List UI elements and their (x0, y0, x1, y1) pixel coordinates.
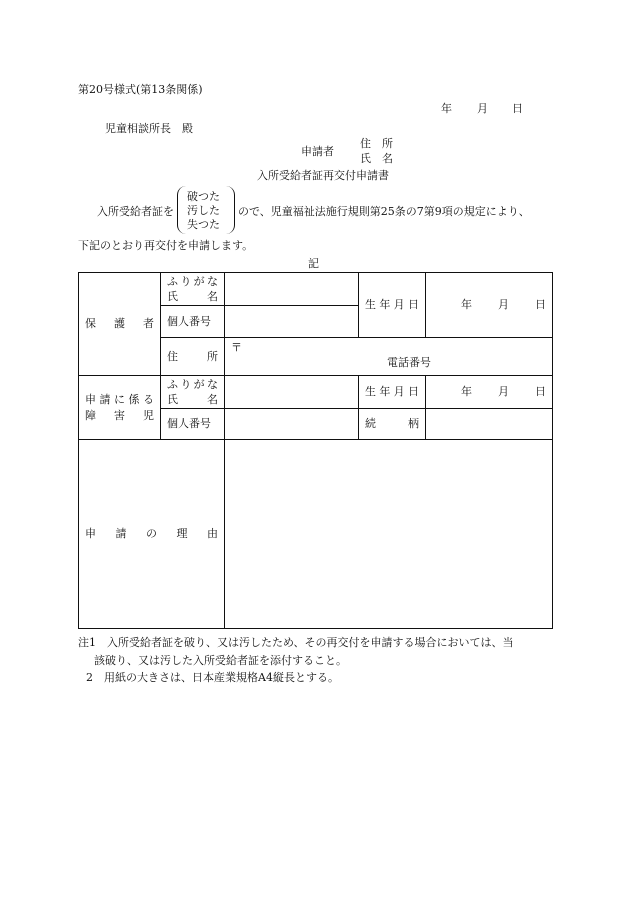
option-torn: 破つた (187, 190, 220, 203)
child-number-field[interactable] (225, 409, 359, 440)
guardian-name-field[interactable] (225, 273, 359, 306)
body-suffix: ので、児童福祉法施行規則第25条の7第9項の規定により、 (238, 205, 530, 218)
applicant-label: 申請者 (301, 145, 334, 158)
note-1-line1: 注1 入所受給者証を破り、又は汚したため、その再交付を申請する場合においては、当 (78, 636, 514, 649)
reason-row (79, 440, 553, 629)
applicant-name-label: 氏 名 (360, 152, 393, 165)
postal-mark: 〒 (231, 341, 242, 354)
options-brace (177, 186, 235, 234)
body-line2: 下記のとおり再交付を申請します。 (78, 239, 254, 252)
notes (78, 634, 514, 687)
addressee: 児童相談所長 殿 (105, 122, 193, 135)
application-table (78, 272, 553, 629)
relation-field[interactable] (426, 409, 553, 440)
child-birth-label: 生 年 月 日 (359, 376, 426, 409)
date-day-label: 日 (512, 102, 523, 115)
applicant-address-label: 住 所 (360, 137, 393, 150)
child-name-field[interactable] (225, 376, 359, 409)
guardian-number-field[interactable] (225, 306, 359, 338)
option-lost: 失つた (187, 218, 220, 231)
child-birth-field[interactable]: 年 月 日 (426, 376, 553, 409)
reason-label: 申 請 の 理 由 (79, 440, 225, 629)
child-furigana-name-label: ふ り が な 氏 名 (161, 376, 225, 409)
guardian-furigana-row (79, 273, 553, 306)
guardian-header: 保 護 者 (79, 273, 161, 376)
guardian-address-field[interactable] (225, 338, 553, 376)
guardian-number-label: 個人番号 (161, 306, 225, 338)
form-number: 第20号様式(第13条関係) (78, 83, 203, 96)
date-month-label: 月 (477, 102, 488, 115)
furigana-name-label: ふ り が な 氏 名 (161, 273, 225, 306)
reason-field[interactable] (225, 440, 553, 629)
child-number-label: 個人番号 (161, 409, 225, 440)
child-furigana-row (79, 376, 553, 409)
body-prefix: 入所受給者証を (97, 205, 174, 218)
option-soiled: 汚した (187, 204, 220, 217)
address-label: 住 所 (161, 338, 225, 376)
child-header: 申 請 に 係 る 障 害 児 (79, 376, 161, 440)
phone-label: 電話番号 (387, 356, 431, 370)
date-year-label: 年 (441, 102, 452, 115)
relation-label: 続 柄 (359, 409, 426, 440)
guardian-birth-field[interactable]: 年 月 日 (426, 273, 553, 338)
ki-label: 記 (308, 257, 319, 270)
note-1-line2: 該破り、又は汚した入所受給者証を添付すること。 (94, 653, 347, 667)
document-title: 入所受給者証再交付申請書 (257, 169, 389, 182)
guardian-birth-label: 生 年 月 日 (359, 273, 426, 338)
note-2: 2 用紙の大きさは、日本産業規格A4縦長とする。 (86, 671, 339, 685)
